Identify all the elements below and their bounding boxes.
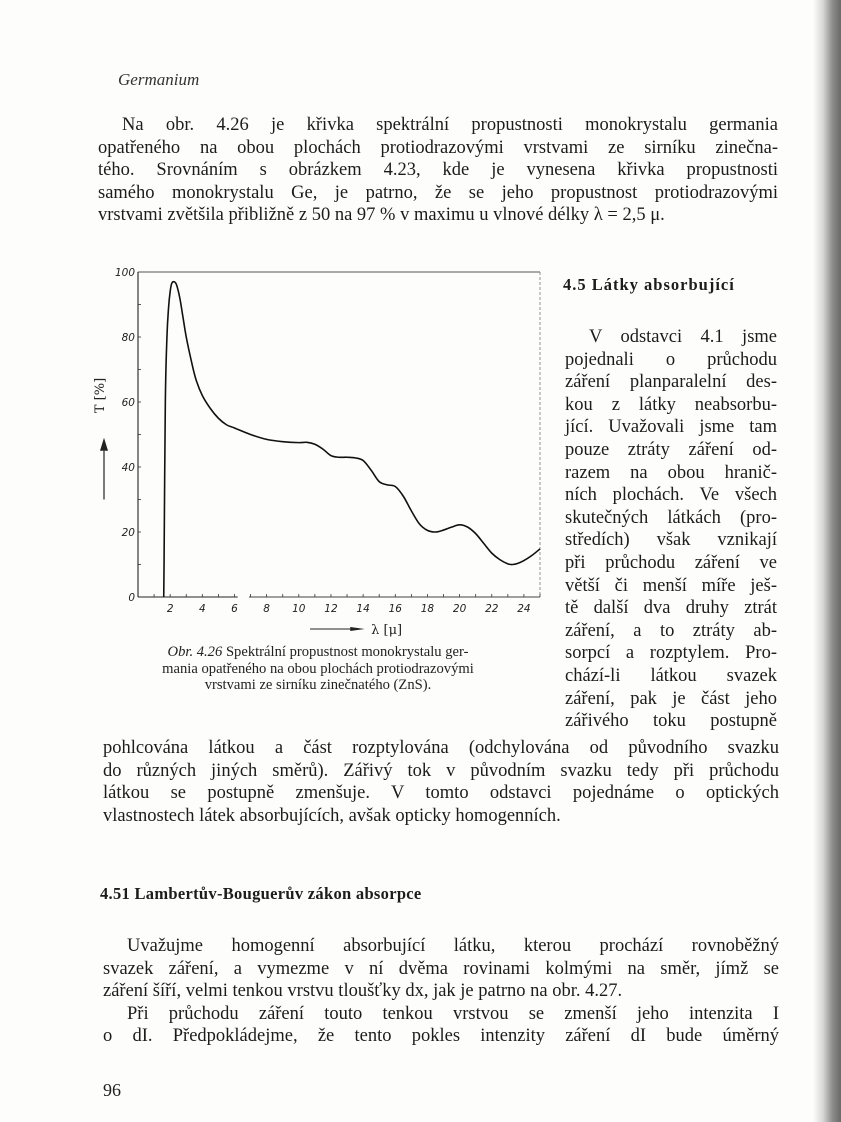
text-line: látkou se postupně zmenšuje. V tomto odstavci pojednáme o optických <box>103 783 779 804</box>
axis-ticks <box>138 305 540 598</box>
text-line: záření šíří, velmi tenkou vrstvu tloušťky dx, jak je patrno na obr. 4.27. <box>103 981 623 1002</box>
text-line: razem na obou hranič- <box>565 462 777 483</box>
text-line: Uvažujme homogenní absorbující látku, kterou prochází rovnoběžný <box>127 936 779 956</box>
subsection-heading: 4.51 Lambertův-Bouguerův zákon absorpce <box>100 884 422 903</box>
figure-caption <box>98 644 538 694</box>
x-tick-label: 18 <box>420 603 435 615</box>
x-tick-labels <box>167 603 531 615</box>
x-tick-label: 12 <box>324 603 338 615</box>
text-line: Při průchodu záření touto tenkou vrstvou se zmenší jeho intenzita I <box>127 1003 779 1024</box>
x-axis-title: λ [μ] <box>371 623 403 638</box>
text-line: při průchodu záření ve <box>565 552 777 573</box>
text-line: tého. Srovnáním s obrázkem 4.23, kde je vynesena křivka propustnosti <box>98 160 778 181</box>
text-line: Na obr. 4.26 je křivka spektrální propustnosti monokrystalu germania <box>122 115 778 135</box>
text-line: V odstavci 4.1 jsme <box>589 327 777 347</box>
text-line: pohlcována látkou a část rozptylována (odchylována od původního svazku <box>103 738 779 758</box>
text-line: záření, pak je část jeho <box>565 688 777 709</box>
text-line: záření planparalelní des- <box>565 372 777 393</box>
caption-text: vrstvami ze sirníku zinečnatého (ZnS). <box>204 677 432 693</box>
text-line: ních plochách. Ve všech <box>565 485 777 506</box>
full-width-paragraph <box>103 737 779 827</box>
x-tick-label: 22 <box>485 603 499 615</box>
lambert-paragraph <box>103 935 779 1048</box>
x-axis-arrow-icon <box>350 627 364 631</box>
text-line: tě další dva druhy ztrát <box>565 598 777 619</box>
plot-frame <box>138 272 540 597</box>
text-line: do různých jiných směrů). Zářivý tok v původním svazku tedy při průchodu <box>103 760 779 781</box>
x-tick-label: 20 <box>452 603 467 615</box>
x-tick-label: 4 <box>198 603 206 615</box>
y-tick-label: 0 <box>128 592 135 604</box>
text-line: pojednali o průchodu <box>565 349 777 370</box>
x-tick-label: 16 <box>388 603 402 615</box>
y-tick-label: 100 <box>114 267 135 279</box>
text-line: vrstvami zvětšila přibližně z 50 na 97 % v maximu u vlnové délky λ = 2,5 μ. <box>98 205 665 226</box>
text-line: středích) však vznikají <box>565 530 777 551</box>
x-tick-label: 10 <box>292 603 306 615</box>
text-line: skutečných látkách (pro- <box>565 507 777 528</box>
x-tick-label: 8 <box>263 603 270 615</box>
text-line: svazek záření, a vymezme v ní dvěma rovinami kolmými na směr, jímž se <box>103 958 779 979</box>
text-line: sorpcí a rozptylem. Pro- <box>565 643 777 664</box>
text-line: jící. Uvažovali jsme tam <box>565 417 777 438</box>
page-number: 96 <box>103 1080 121 1100</box>
text-line: vlastnostech látek absorbujících, avšak opticky homogenních. <box>103 805 561 826</box>
text-line: zářivého toku postupně <box>565 711 777 732</box>
section-heading: 4.5 Látky absorbující <box>563 275 735 294</box>
caption-text: mania opatřeného na obou plochách protiodrazovými <box>162 660 474 677</box>
text-line: samého monokrystalu Ge, je patrno, že se jeho propustnost protiodrazovými <box>98 182 778 203</box>
text-line: o dI. Předpokládejme, že tento pokles intenzity záření dI bude úměrný <box>103 1026 779 1047</box>
y-tick-label: 80 <box>121 332 135 344</box>
side-column-paragraph <box>565 326 777 733</box>
y-axis-title: T [%] <box>93 377 108 414</box>
x-tick-label: 24 <box>517 603 531 615</box>
axis-titles <box>93 378 402 638</box>
book-gutter-shadow <box>813 0 841 1122</box>
text-line: chází-li látkou svazek <box>565 665 777 686</box>
x-tick-label: 6 <box>231 603 238 615</box>
y-axis-arrow-icon <box>100 438 108 451</box>
text-line: opatřeného na obou plochách protiodrazovými vrstvami ze sirníku zinečna- <box>98 137 778 158</box>
x-tick-label: 2 <box>166 603 174 615</box>
y-tick-label: 20 <box>121 527 135 539</box>
x-tick-label: 14 <box>356 603 370 615</box>
transmittance-curve <box>164 282 540 597</box>
text-line: větší či menší míře ješ- <box>565 575 777 596</box>
y-tick-labels <box>115 267 135 604</box>
text-line: pouze ztráty záření od- <box>565 439 777 460</box>
series-group <box>164 282 540 597</box>
running-head: Germanium <box>118 70 200 89</box>
text-line: kou z látky neabsorbu- <box>565 394 777 415</box>
text-line: záření, a to ztráty ab- <box>565 620 777 641</box>
caption-text: Spektrální propustnost monokrystalu ger- <box>225 644 469 660</box>
y-tick-label: 60 <box>121 397 135 409</box>
figure-label: Obr. 4.26 <box>167 644 223 660</box>
transmittance-chart <box>0 0 560 640</box>
y-tick-label: 40 <box>121 462 135 474</box>
